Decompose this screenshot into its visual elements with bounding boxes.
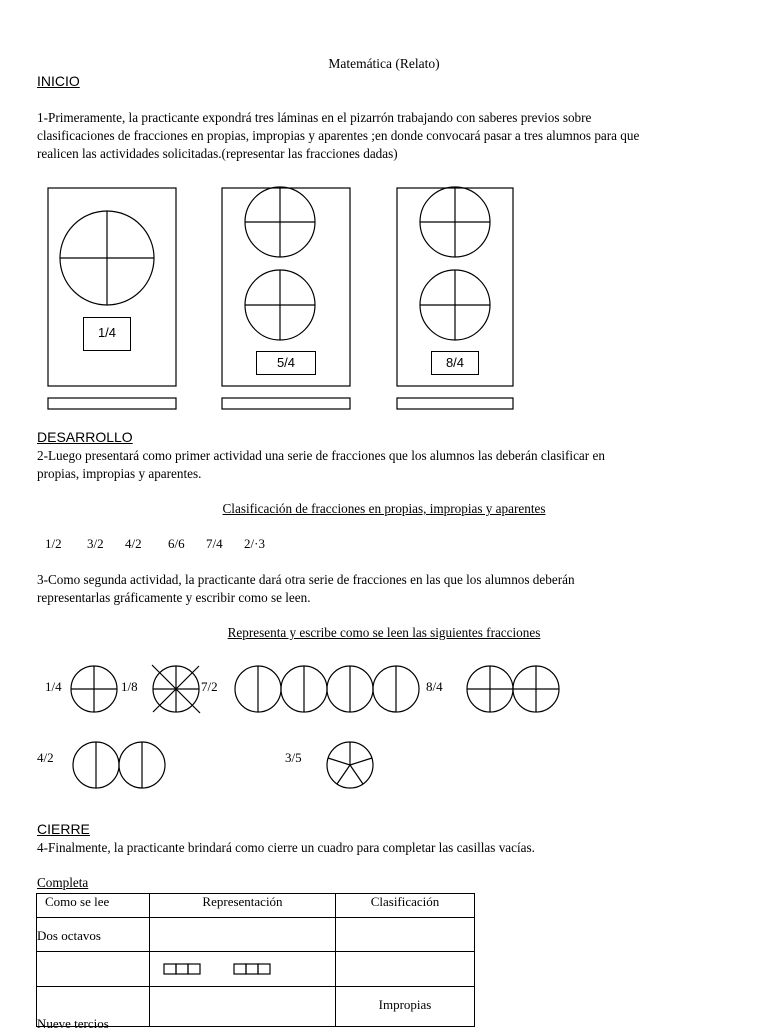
drawn-label-7-2: 7/2	[201, 679, 218, 694]
cierre-heading: CIERRE	[37, 821, 90, 837]
table-cell[interactable]	[150, 952, 336, 987]
table-cell[interactable]: Impropias	[336, 987, 475, 1027]
table-cell[interactable]	[150, 987, 336, 1027]
table-cell[interactable]	[336, 918, 475, 952]
desarrollo-paragraph	[37, 447, 737, 483]
desarrollo-line-1: 2-Luego presentará como primer actividad una serie de fracciones que los alumnos las deberán clasificar en	[37, 448, 605, 463]
classification-subtitle: Clasificación de fracciones en propias, impropias y aparentes	[222, 501, 546, 516]
card-2-fraction-label: 5/4	[256, 351, 316, 375]
card-3-bar	[397, 398, 513, 409]
table-header-clasificacion: Clasificación	[336, 894, 475, 918]
drawn-label-4-2: 4/2	[37, 750, 54, 765]
cut-off-cell-text: Nueve tercios	[37, 1016, 109, 1031]
table-cell[interactable]	[336, 952, 475, 987]
table-header-representacion: Representación	[150, 894, 336, 918]
card-1-frame	[48, 188, 176, 386]
document-title: Matemática (Relato)	[328, 56, 440, 71]
inicio-line-2: clasificaciones de fracciones en propias, impropias y aparentes ;en donde convocará pasar a tres alumnos para que	[37, 128, 640, 143]
cierre-paragraph: 4-Finalmente, la practicante brindará como cierre un cuadro para completar las casillas vacías.	[37, 840, 535, 855]
drawn-label-1-8: 1/8	[121, 679, 138, 694]
completion-table	[36, 893, 475, 1027]
desarrollo-p2-line-2: representarlas gráficamente y escribir como se leen.	[37, 590, 311, 605]
table-title: Completa	[37, 875, 89, 890]
fraction-item-2: 3/2	[87, 536, 104, 551]
table-cell[interactable]	[150, 918, 336, 952]
card-2-bar	[222, 398, 350, 409]
drawn-label-1-4: 1/4	[45, 679, 62, 694]
fraction-item-4: 6/6	[168, 536, 185, 551]
inicio-line-1: 1-Primeramente, la practicante expondrá tres láminas en el pizarrón trabajando con saberes previos sobre	[37, 110, 592, 125]
representation-subtitle: Representa y escribe como se leen las siguientes fracciones	[227, 625, 541, 640]
fraction-item-1: 1/2	[45, 536, 62, 551]
inicio-line-3: realicen las actividades solicitadas.(representar las fracciones dadas)	[37, 146, 398, 161]
card-3-fraction-label: 8/4	[431, 351, 479, 375]
fraction-item-3: 4/2	[125, 536, 142, 551]
inicio-heading: INICIO	[37, 73, 80, 89]
fraction-item-5: 7/4	[206, 536, 223, 551]
table-cell[interactable]: Dos octavos	[37, 918, 150, 952]
card-1-bar	[48, 398, 176, 409]
drawn-label-3-5: 3/5	[285, 750, 302, 765]
desarrollo-p2-line-1: 3-Como segunda actividad, la practicante dará otra serie de fracciones en las que los alumnos deberán	[37, 572, 575, 587]
desarrollo-paragraph-2	[37, 571, 737, 607]
card-1-fraction-label: 1/4	[83, 317, 131, 351]
drawn-label-8-4: 8/4	[426, 679, 443, 694]
table-header-como-se-lee: Como se lee	[37, 894, 150, 918]
desarrollo-heading: DESARROLLO	[37, 429, 133, 445]
table-cell[interactable]	[37, 952, 150, 987]
desarrollo-line-2: propias, impropias y aparentes.	[37, 466, 202, 481]
fraction-item-6: 2/·3	[244, 536, 265, 551]
